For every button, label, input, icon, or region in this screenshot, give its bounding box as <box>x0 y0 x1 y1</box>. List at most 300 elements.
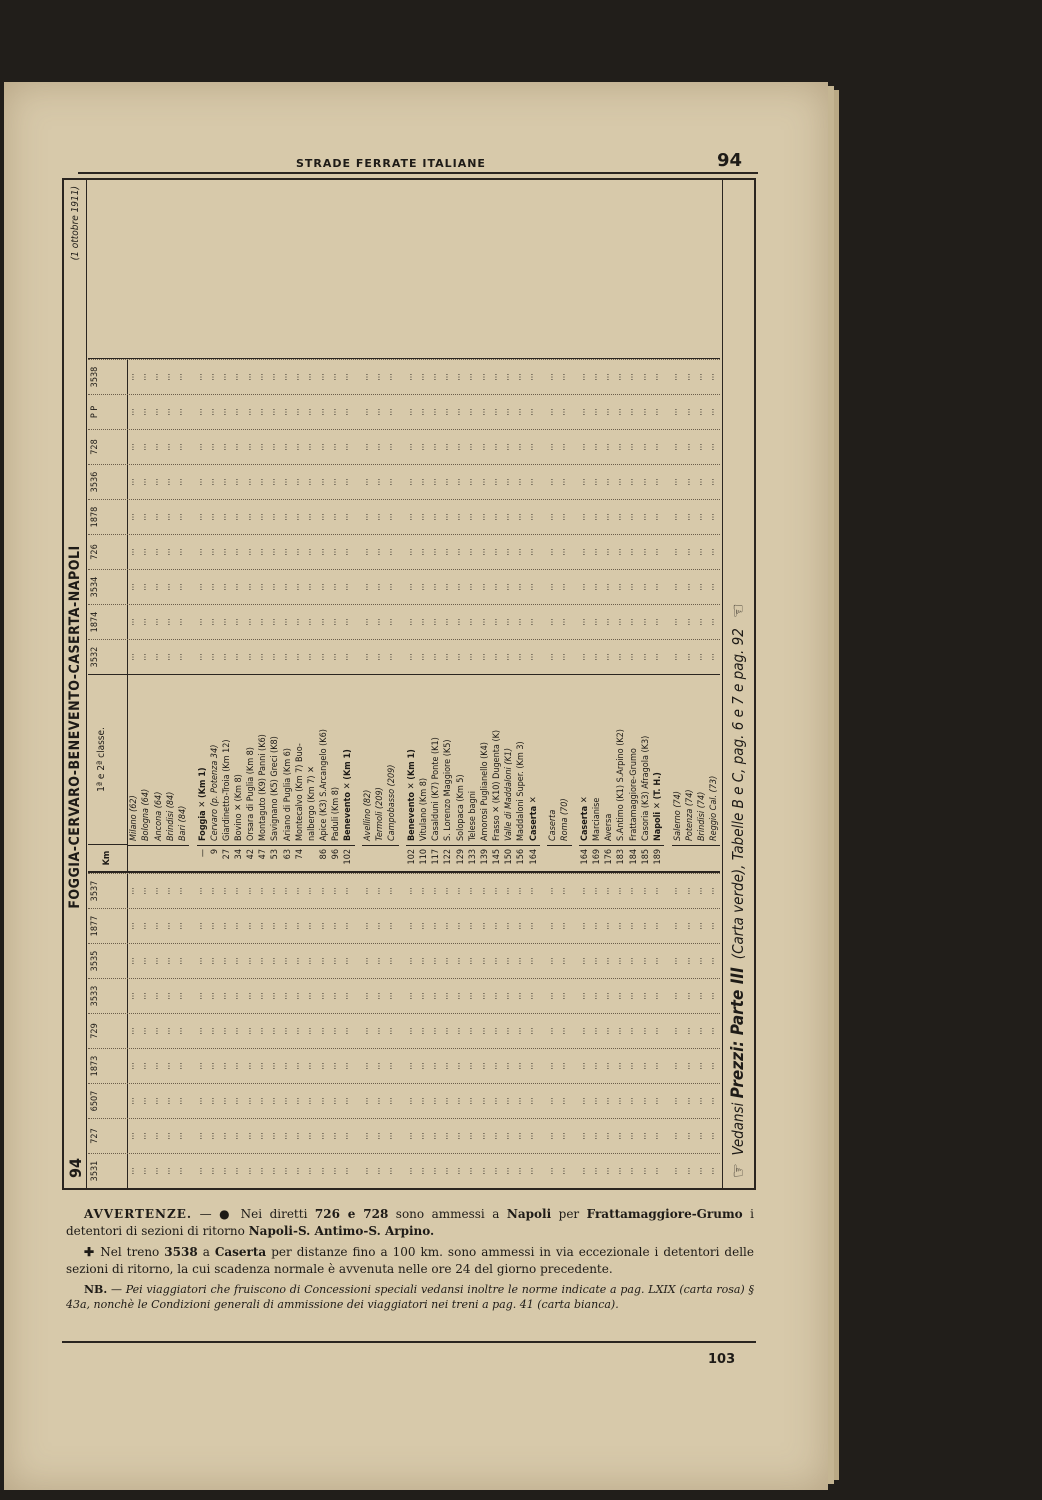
time-cell: ··· <box>245 957 256 965</box>
station-row <box>374 675 386 871</box>
time-cell: ··· <box>479 548 490 556</box>
station-name: S.Antimo (K1) S.Arpino (K2) <box>616 729 627 841</box>
gap-cell <box>664 465 671 499</box>
gap-cell <box>354 944 361 978</box>
time-cell: ··· <box>177 618 188 626</box>
time-cell: ··· <box>430 1167 441 1175</box>
time-cell: ··· <box>652 1027 663 1035</box>
time-cell: ··· <box>140 443 151 451</box>
time-cell: ··· <box>547 1027 558 1035</box>
cross-caserta: Caserta <box>214 1245 267 1259</box>
time-cell: ··· <box>479 1027 490 1035</box>
station-row <box>515 675 527 871</box>
time-cell: ··· <box>503 548 514 556</box>
time-cell: ··· <box>640 957 651 965</box>
time-cell: ··· <box>245 373 256 381</box>
time-cell: ··· <box>282 1097 293 1105</box>
time-cell: ··· <box>708 1062 719 1070</box>
station-km: 189 <box>652 845 664 871</box>
time-cell: ··· <box>604 1097 615 1105</box>
time-cell: ··· <box>560 1027 571 1035</box>
station-name: Aversa <box>604 813 615 841</box>
time-cell: ··· <box>342 1097 353 1105</box>
station-name: Savignano (K5) Greci (K8) <box>270 736 281 841</box>
pointing-hand-icon: ☜ <box>727 603 749 619</box>
nb-heading: NB. <box>84 1283 108 1296</box>
time-cell: ··· <box>560 548 571 556</box>
time-cell: ··· <box>616 373 627 381</box>
station-km: 185 <box>640 845 652 871</box>
time-cell: ··· <box>128 373 139 381</box>
station-row <box>342 675 354 871</box>
gap-cell <box>539 640 546 674</box>
time-cell: ··· <box>294 992 305 1000</box>
time-cell: ··· <box>306 583 317 591</box>
time-cell: ··· <box>684 618 695 626</box>
time-cell: ··· <box>374 922 385 930</box>
time-cell: ··· <box>128 583 139 591</box>
time-cell: ··· <box>672 922 683 930</box>
time-cell: ··· <box>528 653 539 661</box>
time-cell: ··· <box>177 922 188 930</box>
station-km <box>672 845 684 871</box>
station-name: Montaguto (K9) Panni (K6) <box>258 734 269 841</box>
time-cell: ··· <box>269 957 280 965</box>
time-cell: ··· <box>443 443 454 451</box>
time-cell: ··· <box>257 373 268 381</box>
page-edge <box>834 90 839 1480</box>
gap-cell <box>354 1014 361 1048</box>
time-cell: ··· <box>547 478 558 486</box>
time-cell: ··· <box>547 548 558 556</box>
time-cell: ··· <box>491 443 502 451</box>
time-cell: ··· <box>479 1097 490 1105</box>
time-cell: ··· <box>579 373 590 381</box>
time-cell: ··· <box>128 653 139 661</box>
time-cell: ··· <box>386 478 397 486</box>
time-cell: ··· <box>221 1027 232 1035</box>
time-cell: ··· <box>516 408 527 416</box>
gap-cell <box>188 1154 195 1188</box>
time-cell: ··· <box>374 1062 385 1070</box>
time-cell: ··· <box>306 653 317 661</box>
time-cell: ··· <box>362 1132 373 1140</box>
time-cell: ··· <box>221 548 232 556</box>
time-cell: ··· <box>696 1167 707 1175</box>
time-cell: ··· <box>560 443 571 451</box>
time-cell: ··· <box>140 478 151 486</box>
time-cell: ··· <box>516 443 527 451</box>
time-cell: ··· <box>362 408 373 416</box>
station-row <box>572 675 579 871</box>
gap-cell <box>354 640 361 674</box>
prices-footer <box>722 180 753 1188</box>
time-cell: ··· <box>374 513 385 521</box>
time-cell: ··· <box>672 478 683 486</box>
gap-cell <box>664 1119 671 1153</box>
gap-cell <box>398 909 405 943</box>
time-cell: ··· <box>294 653 305 661</box>
time-cell: ··· <box>306 1097 317 1105</box>
time-cell: ··· <box>696 1132 707 1140</box>
time-cell: ··· <box>269 1027 280 1035</box>
time-cell: ··· <box>177 1167 188 1175</box>
time-cell: ··· <box>245 922 256 930</box>
time-cell: ··· <box>491 548 502 556</box>
station-name: Benevento ✕ (Km 1) <box>343 749 354 841</box>
time-cell: ··· <box>330 1062 341 1070</box>
time-cell: ··· <box>652 373 663 381</box>
gap-cell <box>188 979 195 1013</box>
gap-cell <box>539 1049 546 1083</box>
time-cell: ··· <box>330 513 341 521</box>
time-cell: ··· <box>640 887 651 895</box>
time-cell: ··· <box>467 548 478 556</box>
station-column <box>88 674 720 872</box>
time-cell: ··· <box>165 1132 176 1140</box>
time-cell: ··· <box>418 583 429 591</box>
time-cell: ··· <box>342 1132 353 1140</box>
station-row <box>140 675 152 871</box>
time-cell: ··· <box>708 618 719 626</box>
station-row <box>442 675 454 871</box>
time-cell: ··· <box>209 957 220 965</box>
time-cell: ··· <box>430 653 441 661</box>
time-cell: ··· <box>221 583 232 591</box>
avvertenze-text: — ● Nei diretti <box>199 1207 308 1221</box>
station-km: 117 <box>430 845 442 871</box>
time-cell: ··· <box>233 513 244 521</box>
time-cell: ··· <box>406 922 417 930</box>
time-cell: ··· <box>528 957 539 965</box>
time-cell: ··· <box>245 1027 256 1035</box>
time-cell: ··· <box>591 1167 602 1175</box>
time-cell: ··· <box>418 1167 429 1175</box>
time-cell: ··· <box>221 957 232 965</box>
time-cell: ··· <box>269 922 280 930</box>
time-cell: ··· <box>152 887 163 895</box>
time-cell: ··· <box>443 618 454 626</box>
time-cell: ··· <box>165 443 176 451</box>
time-cell: ··· <box>672 957 683 965</box>
gap-cell <box>398 944 405 978</box>
time-cell: ··· <box>455 957 466 965</box>
time-cell: ··· <box>318 992 329 1000</box>
time-cell: ··· <box>604 513 615 521</box>
time-cell: ··· <box>560 992 571 1000</box>
station-row <box>467 675 479 871</box>
time-cell: ··· <box>152 583 163 591</box>
station-row <box>197 675 209 871</box>
time-cell: ··· <box>374 548 385 556</box>
time-cell: ··· <box>177 1132 188 1140</box>
time-cell: ··· <box>516 992 527 1000</box>
station-name: Bologna (64) <box>141 788 152 841</box>
time-cell: ··· <box>140 548 151 556</box>
time-cell: ··· <box>306 1167 317 1175</box>
time-cell: ··· <box>579 922 590 930</box>
time-cell: ··· <box>282 443 293 451</box>
gap-cell <box>664 360 671 394</box>
gap-cell <box>539 500 546 534</box>
time-cell: ··· <box>294 443 305 451</box>
time-cell: ··· <box>165 548 176 556</box>
time-cell: ··· <box>616 1027 627 1035</box>
time-cell: ··· <box>652 1062 663 1070</box>
time-cell: ··· <box>269 992 280 1000</box>
station-km: 183 <box>615 845 627 871</box>
station-row <box>696 675 708 871</box>
time-cell: ··· <box>684 1027 695 1035</box>
time-cell: ··· <box>528 1167 539 1175</box>
time-cell: ··· <box>221 408 232 416</box>
time-cell: ··· <box>233 957 244 965</box>
time-cell: ··· <box>342 1167 353 1175</box>
time-cell: ··· <box>628 992 639 1000</box>
time-cell: ··· <box>165 957 176 965</box>
gap-cell <box>539 1014 546 1048</box>
time-cell: ··· <box>491 583 502 591</box>
time-cell: ··· <box>233 1097 244 1105</box>
time-cell: ··· <box>152 548 163 556</box>
time-cell: ··· <box>591 887 602 895</box>
time-cell: ··· <box>672 887 683 895</box>
time-cell: ··· <box>233 548 244 556</box>
time-cell: ··· <box>342 887 353 895</box>
time-cell: ··· <box>318 443 329 451</box>
station-km <box>696 845 708 871</box>
time-cell: ··· <box>342 1027 353 1035</box>
time-cell: ··· <box>386 887 397 895</box>
time-cell: ··· <box>491 653 502 661</box>
station-km: 86 <box>318 845 330 871</box>
time-cell: ··· <box>560 478 571 486</box>
station-row <box>165 675 177 871</box>
time-cell: ··· <box>221 992 232 1000</box>
time-cell: ··· <box>306 618 317 626</box>
time-cell: ··· <box>269 1097 280 1105</box>
time-cell: ··· <box>479 887 490 895</box>
time-cell: ··· <box>628 1132 639 1140</box>
time-cell: ··· <box>591 992 602 1000</box>
time-cell: ··· <box>708 992 719 1000</box>
station-name: Reggio Cal. (73) <box>709 775 720 841</box>
time-cell: ··· <box>616 1097 627 1105</box>
time-cell: ··· <box>443 1062 454 1070</box>
time-cell: ··· <box>362 618 373 626</box>
gap-cell <box>188 605 195 639</box>
time-cell: ··· <box>528 1027 539 1035</box>
gap-cell <box>354 1119 361 1153</box>
time-cell: ··· <box>430 548 441 556</box>
time-cell: ··· <box>209 1027 220 1035</box>
time-cell: ··· <box>503 1167 514 1175</box>
train-column <box>88 1048 720 1083</box>
time-cell: ··· <box>516 887 527 895</box>
time-cell: ··· <box>152 992 163 1000</box>
time-cell: ··· <box>430 1062 441 1070</box>
time-cell: ··· <box>628 373 639 381</box>
time-cell: ··· <box>362 583 373 591</box>
gap-cell <box>188 909 195 943</box>
footer-middle: (Carta verde), Tabelle B e C, pag. 6 e 7 e pag. 92 <box>729 628 747 960</box>
time-cell: ··· <box>374 373 385 381</box>
station-name: Termoli (209) <box>375 787 386 841</box>
train-column <box>88 908 720 943</box>
time-cell: ··· <box>196 653 207 661</box>
time-cell: ··· <box>696 922 707 930</box>
time-cell: ··· <box>152 408 163 416</box>
gap-cell <box>571 605 578 639</box>
time-cell: ··· <box>696 957 707 965</box>
time-cell: ··· <box>491 618 502 626</box>
train-column <box>88 873 720 908</box>
time-cell: ··· <box>652 513 663 521</box>
time-cell: ··· <box>560 1062 571 1070</box>
time-cell: ··· <box>196 478 207 486</box>
time-cell: ··· <box>604 583 615 591</box>
time-cell: ··· <box>165 922 176 930</box>
station-row <box>177 675 189 871</box>
time-cell: ··· <box>362 1097 373 1105</box>
time-cell: ··· <box>294 1132 305 1140</box>
time-cell: ··· <box>269 887 280 895</box>
time-cell: ··· <box>560 513 571 521</box>
gap-cell <box>664 605 671 639</box>
time-cell: ··· <box>696 1062 707 1070</box>
time-cell: ··· <box>560 373 571 381</box>
time-cell: ··· <box>604 922 615 930</box>
time-cell: ··· <box>342 408 353 416</box>
station-km: 184 <box>628 845 640 871</box>
gap-cell <box>539 395 546 429</box>
time-cell: ··· <box>516 478 527 486</box>
time-cell: ··· <box>318 1027 329 1035</box>
time-cell: ··· <box>233 653 244 661</box>
gap-cell <box>664 535 671 569</box>
gap-cell <box>539 1154 546 1188</box>
gap-cell <box>354 360 361 394</box>
time-cell: ··· <box>467 443 478 451</box>
time-cell: ··· <box>282 992 293 1000</box>
gap-cell <box>539 1119 546 1153</box>
gap-cell <box>571 979 578 1013</box>
time-cell: ··· <box>467 583 478 591</box>
time-cell: ··· <box>579 1167 590 1175</box>
time-cell: ··· <box>140 513 151 521</box>
time-cell: ··· <box>245 548 256 556</box>
time-cell: ··· <box>294 1062 305 1070</box>
time-cell: ··· <box>467 887 478 895</box>
time-cell: ··· <box>443 583 454 591</box>
time-cell: ··· <box>128 443 139 451</box>
time-cell: ··· <box>528 1132 539 1140</box>
gap-cell <box>188 1084 195 1118</box>
time-cell: ··· <box>152 922 163 930</box>
time-cell: ··· <box>342 443 353 451</box>
time-cell: ··· <box>306 443 317 451</box>
time-cell: ··· <box>386 583 397 591</box>
time-cell: ··· <box>257 618 268 626</box>
gap-cell <box>398 430 405 464</box>
time-cell: ··· <box>491 1027 502 1035</box>
train-number: 729 <box>88 1014 128 1048</box>
station-km: — <box>197 845 209 871</box>
time-cell: ··· <box>306 548 317 556</box>
time-cell: ··· <box>616 618 627 626</box>
nb-text: — Pei viaggiatori che fruiscono di Concessioni speciali vedansi inoltre le norme indicate a pag. LXIX (carta rosa) § 43a, nonchè le Condizioni generali di ammissione dei viaggiatori nei treni a pag. 41 (carta bianca). <box>66 1283 754 1311</box>
time-cell: ··· <box>503 583 514 591</box>
time-cell: ··· <box>318 1132 329 1140</box>
time-cell: ··· <box>455 1027 466 1035</box>
time-cell: ··· <box>140 618 151 626</box>
gap-cell <box>398 874 405 908</box>
time-cell: ··· <box>652 1097 663 1105</box>
time-cell: ··· <box>196 992 207 1000</box>
train-number: 1874 <box>88 605 128 639</box>
time-cell: ··· <box>479 1132 490 1140</box>
gap-cell <box>571 535 578 569</box>
gap-cell <box>664 1154 671 1188</box>
gap-cell <box>188 395 195 429</box>
time-cell: ··· <box>503 653 514 661</box>
time-cell: ··· <box>516 1097 527 1105</box>
station-km: 122 <box>442 845 454 871</box>
time-cell: ··· <box>406 373 417 381</box>
time-cell: ··· <box>479 513 490 521</box>
station-name: Campobasso (209) <box>387 764 398 841</box>
station-km <box>153 845 165 871</box>
gap-cell <box>571 360 578 394</box>
station-km: 139 <box>479 845 491 871</box>
time-cell: ··· <box>528 548 539 556</box>
time-cell: ··· <box>418 992 429 1000</box>
time-cell: ··· <box>516 583 527 591</box>
station-name: Brindisi (74) <box>696 791 707 841</box>
time-cell: ··· <box>165 373 176 381</box>
gap-cell <box>539 1084 546 1118</box>
station-km: 164 <box>528 845 540 871</box>
station-name: Napoli ✕ (T. H.) <box>652 772 663 841</box>
time-cell: ··· <box>140 887 151 895</box>
time-cell: ··· <box>516 373 527 381</box>
time-cell: ··· <box>628 922 639 930</box>
time-cell: ··· <box>640 1132 651 1140</box>
gap-cell <box>571 944 578 978</box>
time-cell: ··· <box>503 443 514 451</box>
time-cell: ··· <box>547 408 558 416</box>
time-cell: ··· <box>282 957 293 965</box>
time-cell: ··· <box>491 1132 502 1140</box>
time-cell: ··· <box>221 1097 232 1105</box>
time-cell: ··· <box>196 548 207 556</box>
time-cell: ··· <box>696 1027 707 1035</box>
time-cell: ··· <box>479 443 490 451</box>
gap-cell <box>188 1014 195 1048</box>
time-cell: ··· <box>196 513 207 521</box>
time-cell: ··· <box>640 922 651 930</box>
time-cell: ··· <box>294 583 305 591</box>
time-cell: ··· <box>696 583 707 591</box>
gap-cell <box>539 944 546 978</box>
time-cell: ··· <box>479 373 490 381</box>
time-cell: ··· <box>386 1097 397 1105</box>
time-cell: ··· <box>672 583 683 591</box>
time-cell: ··· <box>140 1097 151 1105</box>
station-name: Frasso ✕ (K10) Dugenta (K) <box>492 729 503 841</box>
station-row <box>672 675 684 871</box>
station-row <box>318 675 330 871</box>
